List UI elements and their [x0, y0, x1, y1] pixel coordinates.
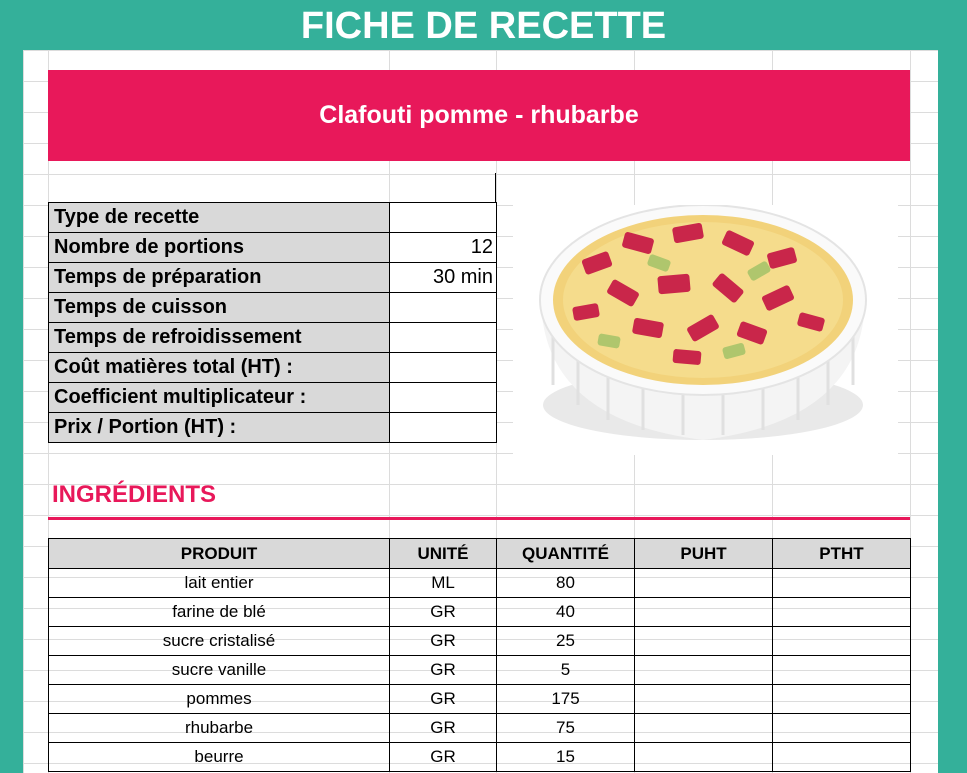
ingredient-quantite[interactable]: 15 — [497, 743, 635, 772]
sheet-title: FICHE DE RECETTE — [300, 5, 667, 47]
ingredient-quantite[interactable]: 5 — [497, 656, 635, 685]
section-divider — [48, 517, 910, 520]
ingredient-quantite[interactable]: 75 — [497, 714, 635, 743]
ingredient-unite[interactable]: GR — [390, 714, 497, 743]
ingredient-ptht[interactable] — [773, 743, 911, 772]
info-row — [49, 383, 497, 413]
ingredient-produit[interactable]: sucre cristalisé — [49, 627, 390, 656]
ingredient-ptht[interactable] — [773, 656, 911, 685]
ingredient-ptht[interactable] — [773, 685, 911, 714]
info-label[interactable]: Prix / Portion (HT) : — [49, 413, 390, 443]
ingredient-row — [49, 627, 911, 656]
clafoutis-dish-image[interactable] — [513, 205, 898, 455]
ingredient-unite[interactable]: GR — [390, 685, 497, 714]
ingredient-unite[interactable]: GR — [390, 598, 497, 627]
ingredient-row — [49, 569, 911, 598]
ingredients-table — [48, 538, 911, 772]
info-label[interactable]: Coût matières total (HT) : — [49, 353, 390, 383]
ingredient-produit[interactable]: pommes — [49, 685, 390, 714]
ingredient-quantite[interactable]: 25 — [497, 627, 635, 656]
info-value[interactable] — [390, 203, 497, 233]
ingredient-puht[interactable] — [635, 743, 773, 772]
ingredient-puht[interactable] — [635, 598, 773, 627]
info-value[interactable] — [390, 323, 497, 353]
info-label[interactable]: Temps de refroidissement — [49, 323, 390, 353]
ingredient-row — [49, 656, 911, 685]
info-value[interactable] — [390, 383, 497, 413]
column-header-quantite[interactable]: QUANTITÉ — [497, 539, 635, 569]
ingredient-produit[interactable]: lait entier — [49, 569, 390, 598]
info-value[interactable] — [390, 413, 497, 443]
info-label[interactable]: Temps de préparation — [49, 263, 390, 293]
info-row — [49, 203, 497, 233]
ingredient-ptht[interactable] — [773, 598, 911, 627]
recipe-info-table — [48, 202, 497, 443]
ingredient-puht[interactable] — [635, 685, 773, 714]
recipe-name-banner[interactable]: Clafouti pomme - rhubarbe — [48, 70, 910, 161]
column-header-produit[interactable]: PRODUIT — [49, 539, 390, 569]
ingredient-puht[interactable] — [635, 656, 773, 685]
info-value[interactable]: 30 min — [390, 263, 497, 293]
cell-border — [495, 173, 496, 202]
ingredient-produit[interactable]: sucre vanille — [49, 656, 390, 685]
ingredient-ptht[interactable] — [773, 714, 911, 743]
info-row — [49, 233, 497, 263]
ingredient-quantite[interactable]: 175 — [497, 685, 635, 714]
column-header-unite[interactable]: UNITÉ — [390, 539, 497, 569]
ingredient-ptht[interactable] — [773, 627, 911, 656]
ingredient-unite[interactable]: GR — [390, 743, 497, 772]
ingredient-produit[interactable]: beurre — [49, 743, 390, 772]
spreadsheet-area[interactable] — [23, 50, 938, 773]
info-value[interactable] — [390, 353, 497, 383]
info-label[interactable]: Temps de cuisson — [49, 293, 390, 323]
ingredient-produit[interactable]: farine de blé — [49, 598, 390, 627]
ingredient-puht[interactable] — [635, 569, 773, 598]
ingredient-row — [49, 743, 911, 772]
ingredient-puht[interactable] — [635, 714, 773, 743]
info-row — [49, 413, 497, 443]
info-value[interactable]: 12 — [390, 233, 497, 263]
ingredient-unite[interactable]: ML — [390, 569, 497, 598]
ingredient-unite[interactable]: GR — [390, 656, 497, 685]
column-header-ptht[interactable]: PTHT — [773, 539, 911, 569]
info-label[interactable]: Type de recette — [49, 203, 390, 233]
column-header-puht[interactable]: PUHT — [635, 539, 773, 569]
ingredient-quantite[interactable]: 80 — [497, 569, 635, 598]
info-label[interactable]: Nombre de portions — [49, 233, 390, 263]
ingredient-unite[interactable]: GR — [390, 627, 497, 656]
ingredient-ptht[interactable] — [773, 569, 911, 598]
ingredients-section-title: INGRÉDIENTS — [52, 481, 217, 508]
info-row — [49, 293, 497, 323]
info-row — [49, 323, 497, 353]
ingredient-quantite[interactable]: 40 — [497, 598, 635, 627]
ingredient-row — [49, 598, 911, 627]
ingredient-row — [49, 714, 911, 743]
info-label[interactable]: Coefficient multiplicateur : — [49, 383, 390, 413]
info-row — [49, 353, 497, 383]
ingredients-header-row — [49, 539, 911, 569]
ingredient-row — [49, 685, 911, 714]
info-value[interactable] — [390, 293, 497, 323]
ingredient-puht[interactable] — [635, 627, 773, 656]
ingredient-produit[interactable]: rhubarbe — [49, 714, 390, 743]
info-row — [49, 263, 497, 293]
